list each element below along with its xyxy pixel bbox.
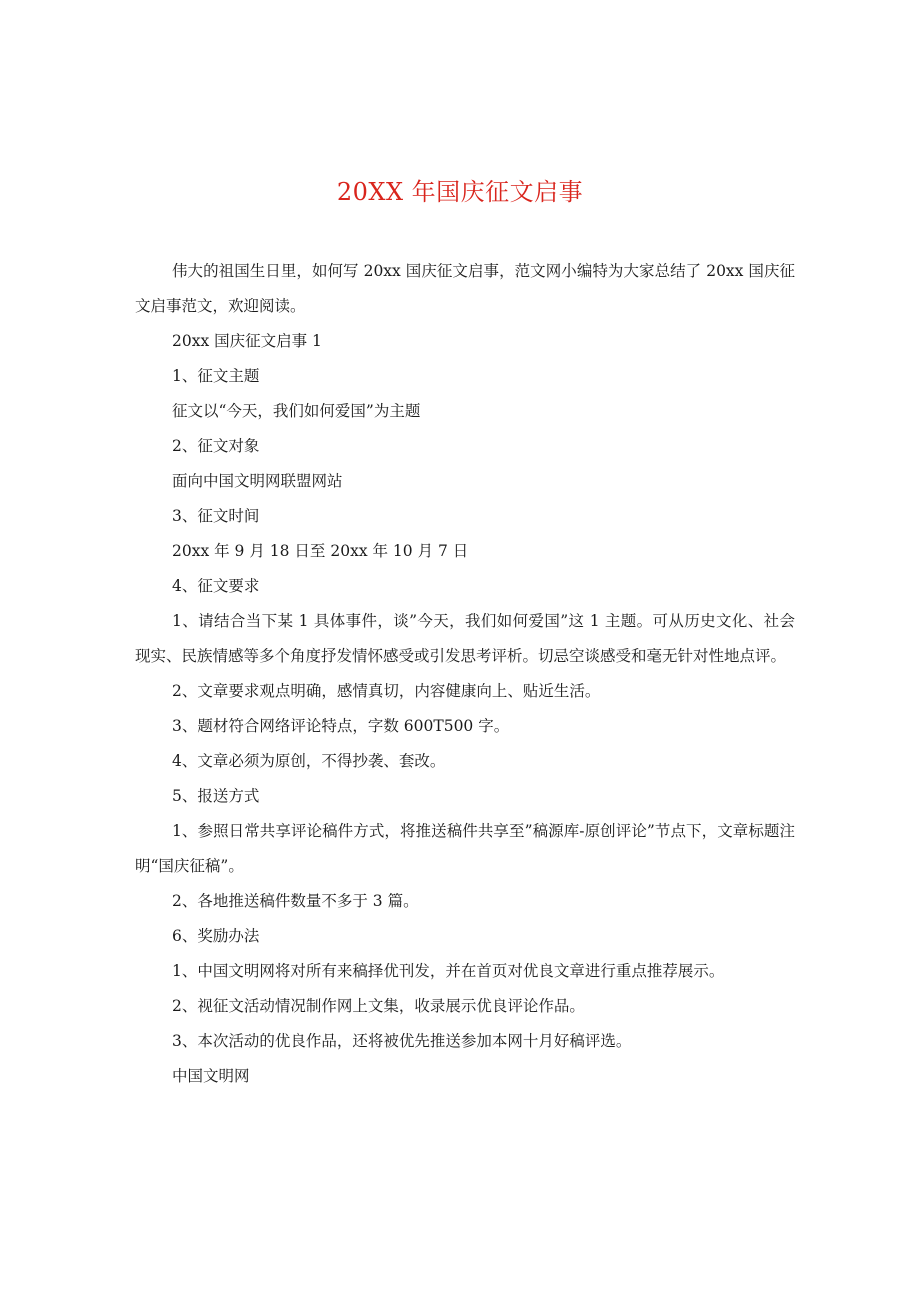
item-text-audience: 面向中国文明网联盟网站 xyxy=(172,472,343,490)
section-heading-notice-1: 20xx 国庆征文启事 1 xyxy=(172,332,322,350)
item-heading-time: 3、征文时间 xyxy=(172,507,260,525)
item-heading-theme: 1、征文主题 xyxy=(172,367,260,385)
reward-1: 1、中国文明网将对所有来稿择优刊发，并在首页对优良文章进行重点推荐展示。 xyxy=(172,962,725,980)
requirement-1: 1、请结合当下某 1 具体事件，谈”今天，我们如何爱国”这 1 主题。可从历史文化、社会现实、民族情感等多个角度抒发情怀感受或引发思考评析。切忌空谈感受和毫无针对性地点评。 xyxy=(135,612,795,665)
item-heading-requirements: 4、征文要求 xyxy=(172,577,260,595)
signature: 中国文明网 xyxy=(172,1067,250,1085)
item-text-theme: 征文以“今天，我们如何爱国”为主题 xyxy=(172,402,421,420)
submission-1: 1、参照日常共享评论稿件方式，将推送稿件共享至”稿源库-原创评论”节点下，文章标题注明“国庆征稿”。 xyxy=(135,822,795,875)
requirement-3: 3、题材符合网络评论特点，字数 600T500 字。 xyxy=(172,717,510,735)
item-heading-rewards: 6、奖励办法 xyxy=(172,927,260,945)
item-heading-submission: 5、报送方式 xyxy=(172,787,260,805)
reward-3: 3、本次活动的优良作品，还将被优先推送参加本网十月好稿评选。 xyxy=(172,1032,632,1050)
item-heading-audience: 2、征文对象 xyxy=(172,437,260,455)
submission-2: 2、各地推送稿件数量不多于 3 篇。 xyxy=(172,892,419,910)
document-title: 20XX 年国庆征文启事 xyxy=(336,178,584,206)
reward-2: 2、视征文活动情况制作网上文集，收录展示优良评论作品。 xyxy=(172,997,585,1015)
requirement-4: 4、文章必须为原创，不得抄袭、套改。 xyxy=(172,752,446,770)
intro-paragraph: 伟大的祖国生日里，如何写 20xx 国庆征文启事，范文网小编特为大家总结了 20xx 国庆征文启事范文，欢迎阅读。 xyxy=(135,262,795,315)
document-body xyxy=(135,254,795,1094)
requirement-2: 2、文章要求观点明确，感情真切，内容健康向上、贴近生活。 xyxy=(172,682,601,700)
item-text-time: 20xx 年 9 月 18 日至 20xx 年 10 月 7 日 xyxy=(172,542,469,560)
